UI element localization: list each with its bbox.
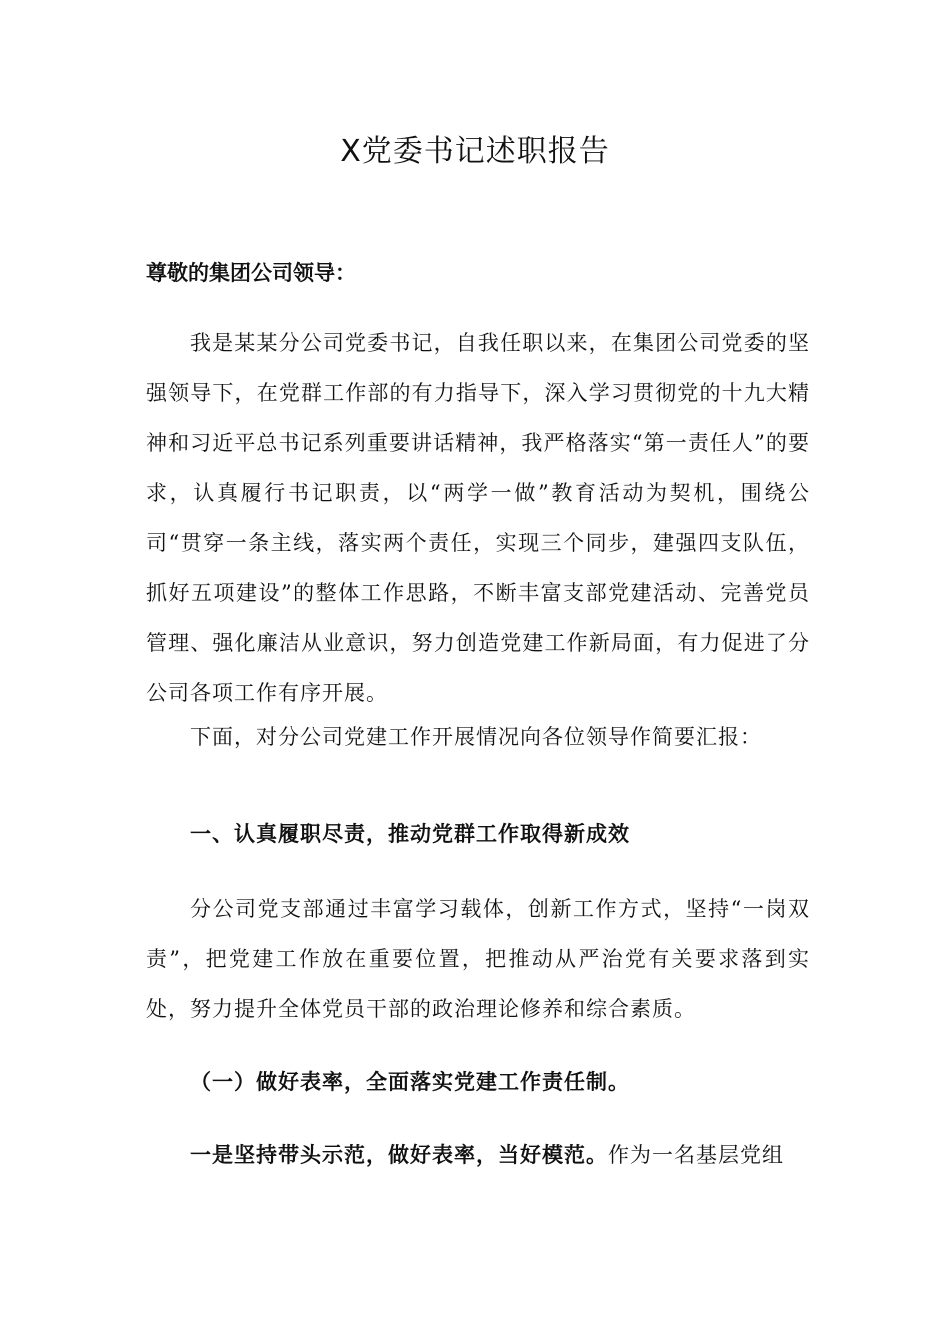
paragraph-intro: 我是某某分公司党委书记，自我任职以来，在集团公司党委的坚强领导下，在党群工作部的有力指导下，深入学习贯彻党的十九大精神和习近平总书记系列重要讲话精神，我严格落实“第一责任人”的要求，认真履行书记职责，以“两学一做”教育活动为契机，围绕公司“贯穿一条主线，落实两个责任，实现三个同步，建强四支队伍，抓好五项建设”的整体工作思路，不断丰富支部党建活动、完善党员管理、强化廉洁从业意识，努力创造党建工作新局面，有力促进了分公司各项工作有序开展。 <box>146 331 810 705</box>
salutation: 尊敬的集团公司领导： <box>146 260 356 285</box>
paragraph-body-text: 作为一名基层党组 <box>608 1143 784 1167</box>
paragraph-subsection-1 <box>146 1130 810 1180</box>
subsection-heading-1: （一）做好表率，全面落实党建工作责任制。 <box>190 1069 630 1094</box>
section-heading-1: 一、认真履职尽责，推动党群工作取得新成效 <box>190 821 630 846</box>
paragraph-section-1: 分公司党支部通过丰富学习载体，创新工作方式，坚持“一岗双责”，把党建工作放在重要位置，把推动从严治党有关要求落到实处，努力提升全体党员干部的政治理论修养和综合素质。 <box>146 897 810 1021</box>
paragraph-report-lead: 下面，对分公司党建工作开展情况向各位领导作简要汇报： <box>190 725 762 749</box>
document-title: X党委书记述职报告 <box>340 134 610 169</box>
paragraph-lead-bold: 一是坚持带头示范，做好表率，当好模范。 <box>190 1142 608 1167</box>
